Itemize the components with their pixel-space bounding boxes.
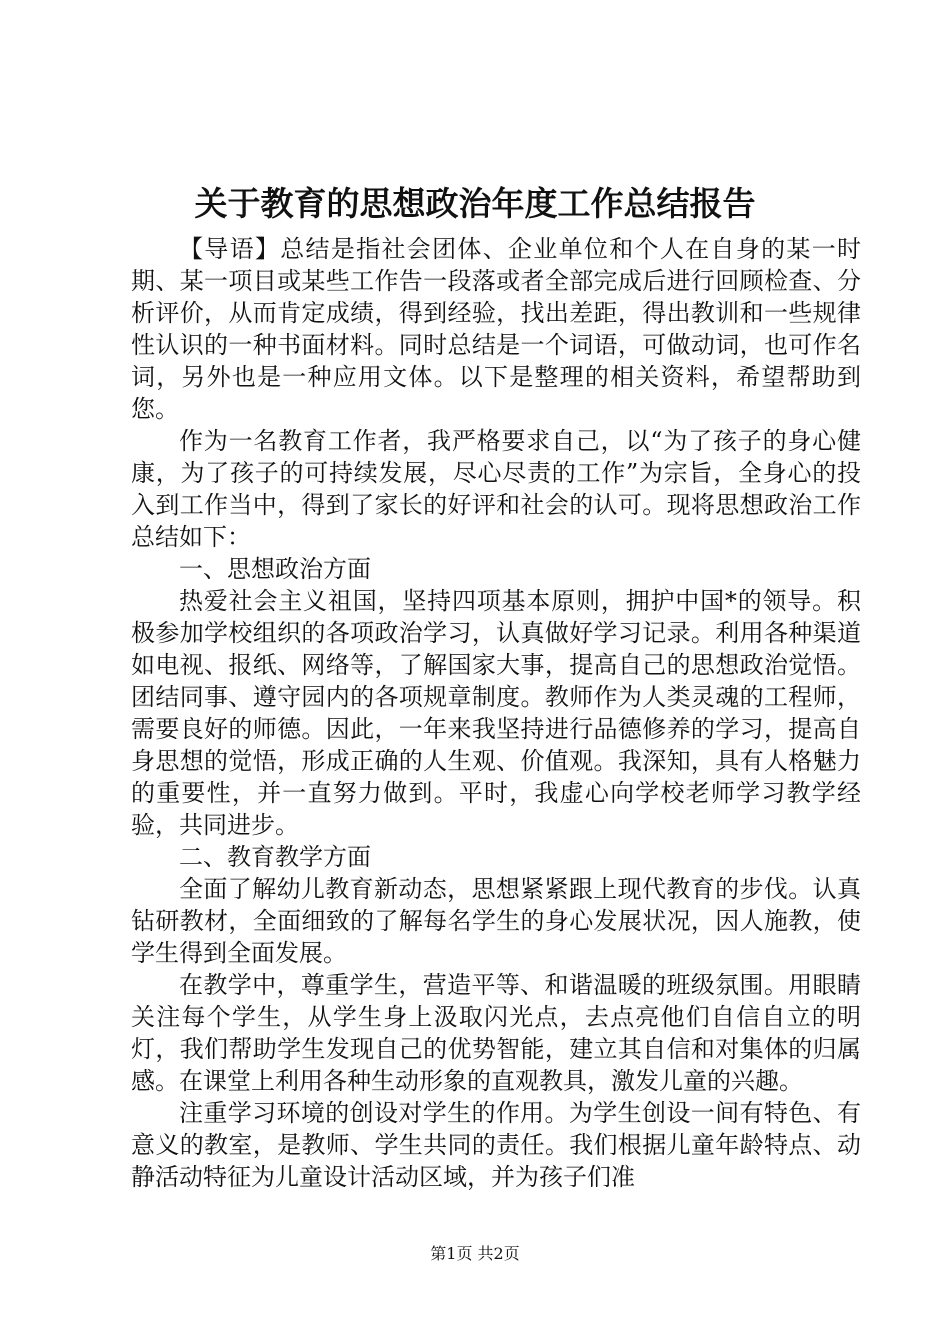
paragraph-teaching-3: 注重学习环境的创设对学生的作用。为学生创设一间有特色、有意义的教室，是教师、学生共同的责任。我们根据儿童年龄特点、动静活动特征为儿童设计活动区域，并为孩子们准 [131,1099,861,1191]
section-heading-political: 一、思想政治方面 [179,555,371,583]
section-heading-teaching: 二、教育教学方面 [179,843,371,871]
paragraph-political: 热爱社会主义祖国，坚持四项基本原则，拥护中国*的领导。积极参加学校组织的各项政治学习，认真做好学习记录。利用各种渠道如电视、报纸、网络等，了解国家大事，提高自己的思想政治觉悟。团结同事、遵守园内的各项规章制度。教师作为人类灵魂的工程师，需要良好的师德。因此，一年来我坚持进行品德修养的学习，提高自身思想的觉悟，形成正确的人生观、价值观。我深知，具有人格魅力的重要性，并一直努力做到。平时，我虚心向学校老师学习教学经验，共同进步。 [131,587,861,839]
document-body [131,233,861,1193]
document-title: 关于教育的思想政治年度工作总结报告 [194,184,756,223]
paragraph-overview: 作为一名教育工作者，我严格要求自己，以“为了孩子的身心健康，为了孩子的可持续发展，尽心尽责的工作”为宗旨，全身心的投入到工作当中，得到了家长的好评和社会的认可。现将思想政治工作总结如下： [131,427,861,551]
paragraph-teaching-2: 在教学中，尊重学生，营造平等、和谐温暖的班级氛围。用眼睛关注每个学生，从学生身上汲取闪光点，去点亮他们自信自立的明灯，我们帮助学生发现自己的优势智能，建立其自信和对集体的归属感。在课堂上利用各种生动形象的直观教具，激发儿童的兴趣。 [131,971,861,1095]
page-number-footer: 第1页 共2页 [430,1244,520,1263]
paragraph-teaching-1: 全面了解幼儿教育新动态，思想紧紧跟上现代教育的步伐。认真钻研教材，全面细致的了解每名学生的身心发展状况，因人施教，使学生得到全面发展。 [131,875,861,967]
paragraph-intro: 【导语】总结是指社会团体、企业单位和个人在自身的某一时期、某一项目或某些工作告一段落或者全部完成后进行回顾检查、分析评价，从而肯定成绩，得到经验，找出差距，得出教训和一些规律性认识的一种书面材料。同时总结是一个词语，可做动词，也可作名词，另外也是一种应用文体。以下是整理的相关资料，希望帮助到您。 [131,235,861,423]
